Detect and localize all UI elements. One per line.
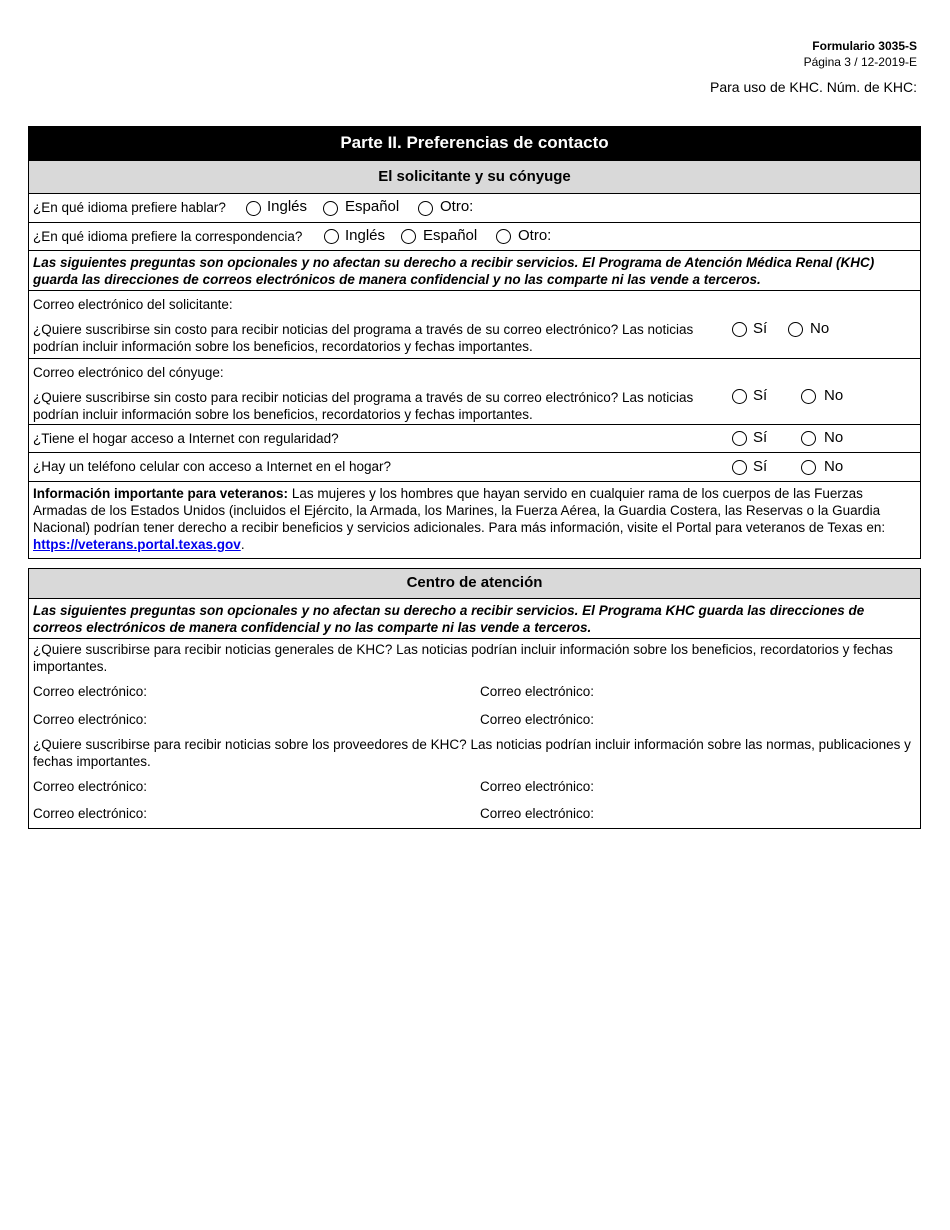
speak-spanish-radio[interactable] [323, 201, 338, 216]
veterans-end: . [240, 537, 245, 552]
applicant-yes-label: Sí [753, 320, 768, 337]
speak-english-label: Inglés [267, 198, 308, 215]
part2-title: Parte II. Preferencias de contacto [29, 127, 920, 160]
provider-email-label-1: Correo electrónico: [33, 779, 148, 794]
applicant-no-label: No [810, 320, 830, 337]
internet-row [29, 424, 920, 452]
optional-notice: Las siguientes preguntas son opcionales y no afectan su derecho a recibir servicios. El Programa de Atención Médica Renal (KHC) guarda las direcciones de correos electrónicos de manera confidencial y no las comparte ni las vende a terceros. [33, 255, 875, 287]
speak-language-row [29, 193, 920, 222]
spouse-no-label: No [824, 387, 844, 404]
cellphone-yes-radio[interactable] [732, 460, 747, 475]
veterans-row [29, 481, 920, 558]
applicant-subscribe-yes-radio[interactable] [732, 322, 747, 337]
form-number: Formulario 3035-S [812, 39, 917, 53]
speak-spanish-label: Español [345, 198, 400, 215]
cellphone-no-radio[interactable] [801, 460, 816, 475]
center-subscriptions [29, 638, 920, 828]
internet-no-label: No [824, 429, 844, 446]
optional-notice-row [29, 250, 920, 290]
center-optional-notice: Las siguientes preguntas son opcionales y no afectan su derecho a recibir servicios. El Programa KHC guarda las direcciones de correos electrónicos de manera confidencial y no las comparte ni las vende a terceros. [33, 603, 865, 635]
part2-subtitle: El solicitante y su cónyuge [29, 160, 920, 193]
veterans-portal-link[interactable]: https://veterans.portal.texas.gov [33, 537, 241, 552]
form-header [804, 38, 917, 70]
provider-news-question: ¿Quiere suscribirse para recibir noticias sobre los proveedores de KHC? Las noticias podrían incluir información sobre las normas, publicaciones y fechas importantes. [33, 737, 911, 769]
internet-yes-radio[interactable] [732, 431, 747, 446]
correspondence-language-question: ¿En qué idioma prefiere la correspondencia? [33, 229, 303, 244]
speak-english-radio[interactable] [246, 201, 261, 216]
part2-section [28, 126, 921, 559]
cellphone-yes-label: Sí [753, 458, 768, 475]
provider-email-label-4: Correo electrónico: [480, 806, 595, 821]
general-news-question: ¿Quiere suscribirse para recibir noticias generales de KHC? Las noticias podrían incluir información sobre los beneficios, recordatorios y fechas importantes. [33, 642, 893, 674]
spouse-subscribe-yes-radio[interactable] [732, 389, 747, 404]
cellphone-no-label: No [824, 458, 844, 475]
speak-other-radio[interactable] [418, 201, 433, 216]
spouse-yes-label: Sí [753, 387, 768, 404]
speak-other-label: Otro: [440, 198, 474, 215]
internet-yes-label: Sí [753, 429, 768, 446]
center-notice-row [29, 598, 920, 638]
general-email-label-4: Correo electrónico: [480, 712, 595, 727]
internet-no-radio[interactable] [801, 431, 816, 446]
page-info: Página 3 / 12-2019-E [803, 55, 917, 69]
general-email-label-3: Correo electrónico: [33, 712, 148, 727]
applicant-email-row [29, 290, 920, 358]
spouse-email-row [29, 358, 920, 424]
speak-language-question: ¿En qué idioma prefiere hablar? [33, 200, 226, 215]
corr-spanish-label: Español [423, 227, 478, 244]
general-email-label-2: Correo electrónico: [480, 684, 595, 699]
veterans-text: Las mujeres y los hombres que hayan servido en cualquier rama de los cuerpos de las Fuerzas Armadas de los Estados Unidos (incluidos el Ejército, la Armada, los Marines, la Fuerza Aérea, la Guardia Costera, las Reservas o la Guardia Nacional) podrían tener derecho a recibir beneficios y servicios adicionales. Para más información, visite el Portal para veteranos de Texas en: [33, 486, 886, 535]
spouse-email-label: Correo electrónico del cónyuge: [33, 365, 224, 380]
veterans-info [33, 485, 914, 553]
applicant-subscribe-question: ¿Quiere suscribirse sin costo para recibir noticias del programa a través de su correo electrónico? Las noticias podrían incluir información sobre los beneficios, recordatorios y fechas importantes. [33, 322, 694, 354]
spouse-subscribe-no-radio[interactable] [801, 389, 816, 404]
veterans-heading: Información importante para veteranos: [33, 486, 289, 501]
provider-email-label-2: Correo electrónico: [480, 779, 595, 794]
applicant-subscribe-no-radio[interactable] [788, 322, 803, 337]
khc-use-label: Para uso de KHC. Núm. de KHC: [710, 79, 917, 95]
service-center-title: Centro de atención [29, 569, 920, 598]
corr-other-radio[interactable] [496, 229, 511, 244]
corr-spanish-radio[interactable] [401, 229, 416, 244]
applicant-email-label: Correo electrónico del solicitante: [33, 297, 233, 312]
internet-question: ¿Tiene el hogar acceso a Internet con regularidad? [33, 431, 339, 446]
service-center-section [28, 568, 921, 829]
general-email-label-1: Correo electrónico: [33, 684, 148, 699]
cellphone-question: ¿Hay un teléfono celular con acceso a Internet en el hogar? [33, 459, 391, 474]
provider-email-label-3: Correo electrónico: [33, 806, 148, 821]
correspondence-language-row [29, 222, 920, 250]
spouse-subscribe-question: ¿Quiere suscribirse sin costo para recibir noticias del programa a través de su correo electrónico? Las noticias podrían incluir información sobre los beneficios, recordatorios y fechas importantes. [33, 390, 694, 422]
corr-english-radio[interactable] [324, 229, 339, 244]
corr-other-label: Otro: [518, 227, 552, 244]
cellphone-row [29, 452, 920, 481]
corr-english-label: Inglés [345, 227, 386, 244]
